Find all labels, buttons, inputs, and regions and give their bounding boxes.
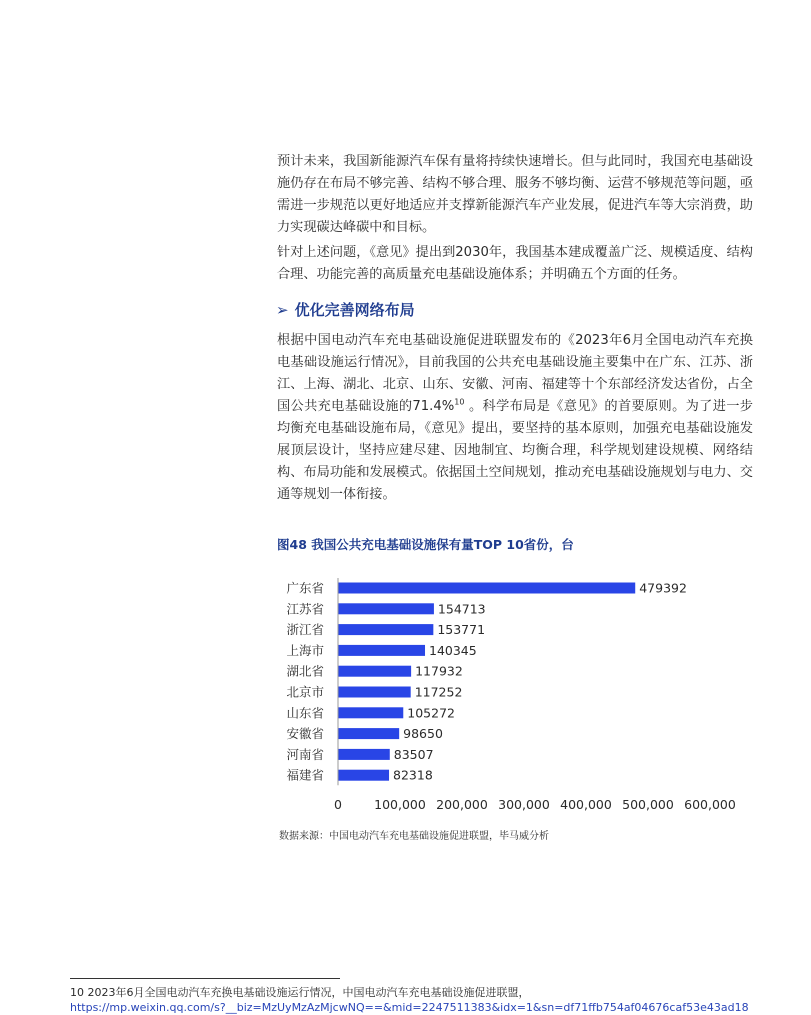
category-label: 北京市 [286, 684, 324, 700]
x-tick-label: 400,000 [560, 797, 612, 813]
x-tick-label: 500,000 [622, 797, 674, 813]
value-label: 82318 [393, 767, 433, 783]
category-label: 上海市 [286, 642, 324, 658]
value-label: 140345 [429, 642, 477, 658]
category-label: 河南省 [286, 746, 324, 762]
value-label: 83507 [393, 746, 434, 762]
bar [338, 583, 635, 594]
bar [338, 624, 433, 635]
section-heading-text: 优化完善网络布局 [294, 301, 415, 319]
value-label: 153771 [437, 622, 486, 638]
category-label: 湖北省 [286, 663, 324, 679]
category-label: 福建省 [286, 767, 324, 783]
value-label: 117252 [414, 684, 463, 700]
footnote-link[interactable]: https://mp.weixin.qq.com/s?__biz=MzUyMzAzMjcwNQ==&mid=2247511383&idx=1&sn=df71ffb754af04676caf53e43ad18 [70, 1001, 749, 1014]
footnote-text: 10 2023年6月全国电动汽车充换电基础设施运行情况，中国电动汽车充电基础设施促进联盟， [70, 986, 530, 999]
category-label: 浙江省 [286, 622, 324, 638]
category-label: 安徽省 [286, 726, 324, 742]
layout-paragraph-part2: 。科学布局是《意见》的首要原则。为了进一步均衡充电基础设施布局，《意见》提出，要坚持的基本原则，加强充电基础设施发展顶层设计，坚持应建尽建、因地制宜、均衡合理，科学规划建设规模、网络结构、布局功能和发展模式。依据国土空间规划，推动充电基础设施规划与电力、交通等规划一体衔接。 [277, 399, 753, 502]
category-label: 山东省 [286, 705, 324, 721]
x-tick-label: 200,000 [436, 797, 488, 813]
bar [338, 645, 425, 656]
x-tick-label: 600,000 [684, 797, 736, 813]
category-label: 广东省 [286, 580, 324, 596]
bar [338, 603, 434, 614]
value-label: 154713 [437, 601, 486, 617]
footnote-divider [70, 978, 340, 979]
arrow-bullet-icon: ➢ [276, 301, 289, 319]
bar [338, 707, 403, 718]
section-heading [276, 299, 415, 321]
category-label: 江苏省 [286, 601, 324, 617]
layout-paragraph [277, 330, 753, 506]
x-tick-label: 0 [334, 797, 342, 813]
bar [338, 728, 399, 739]
x-tick-label: 300,000 [498, 797, 550, 813]
bar [338, 666, 411, 677]
targets-paragraph: 针对上述问题，《意见》提出到2030年，我国基本建成覆盖广泛、规模适度、结构合理、功能完善的高质量充电基础设施体系；并明确五个方面的任务。 [277, 245, 753, 282]
data-source: 数据来源：中国电动汽车充电基础设施促进联盟，毕马威分析 [279, 831, 549, 842]
chart-title: 图48 我国公共充电基础设施保有量TOP 10省份，台 [277, 537, 574, 552]
bar [338, 687, 411, 698]
value-label: 117932 [415, 663, 463, 679]
value-label: 98650 [403, 726, 443, 742]
layout-paragraph-part1: 根据中国电动汽车充电基础设施促进联盟发布的《2023年6月全国电动汽车充换电基础设施运行情况》，目前我国的公共充电基础设施主要集中在广东、江苏、浙江、上海、湖北、北京、山东、安徽、河南、福建等十个东部经济发达省份，占全国公共充电基础设施的71.4% [277, 333, 753, 414]
value-label: 479392 [639, 580, 687, 596]
value-label: 105272 [407, 705, 455, 721]
bar [338, 749, 390, 760]
intro-paragraph: 预计未来，我国新能源汽车保有量将持续快速增长。但与此同时，我国充电基础设施仍存在布局不够完善、结构不够合理、服务不够均衡、运营不够规范等问题，亟需进一步规范以更好地适应并支撑新能源汽车产业发展，促进汽车等大宗消费，助力实现碳达峰碳中和目标。 [277, 154, 753, 235]
bar [338, 770, 389, 781]
footnote-reference[interactable]: 10 [454, 397, 465, 407]
bar-chart [270, 572, 750, 822]
footnote [70, 985, 760, 1015]
x-tick-label: 100,000 [374, 797, 426, 813]
